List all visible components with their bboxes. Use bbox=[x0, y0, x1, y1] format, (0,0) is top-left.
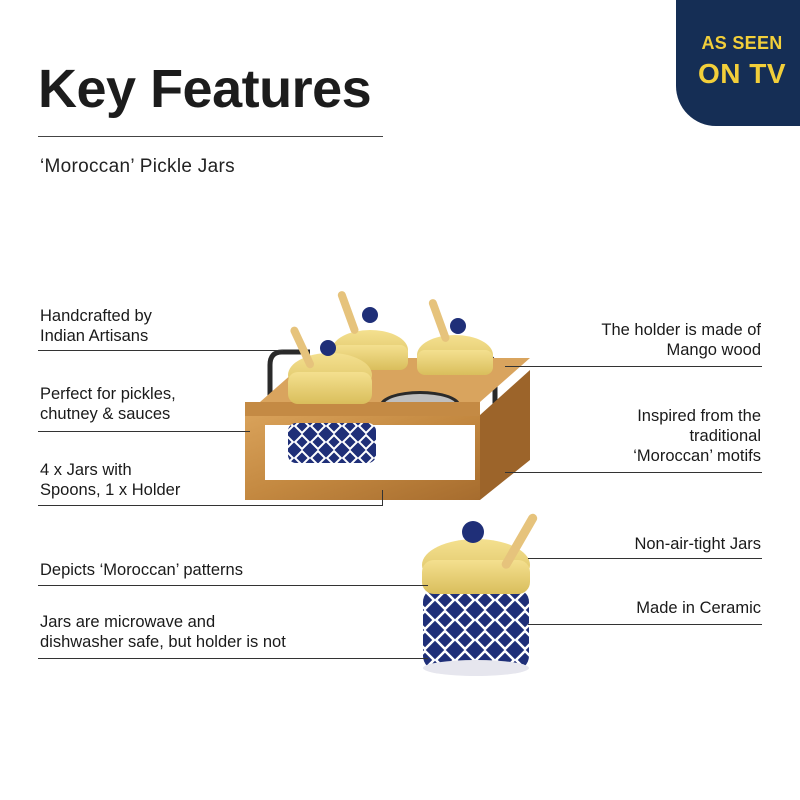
feature-ceramic: Made in Ceramic bbox=[636, 599, 761, 617]
feature-perfect-for: Perfect for pickles, chutney & sauces bbox=[40, 385, 176, 423]
callout-line bbox=[38, 431, 250, 432]
callout-line bbox=[505, 472, 762, 473]
jar-holder-set-image bbox=[230, 290, 540, 505]
feature-microwave-safe: Jars are microwave and dishwasher safe, but holder is not bbox=[40, 613, 286, 651]
callout-line bbox=[528, 558, 762, 559]
callout-line bbox=[38, 585, 428, 586]
callout-line bbox=[38, 350, 283, 351]
callout-line bbox=[38, 658, 428, 659]
page-subtitle: ‘Moroccan’ Pickle Jars bbox=[40, 156, 235, 177]
badge-line-2: ON TV bbox=[697, 58, 787, 89]
feature-moroccan-patterns: Depicts ‘Moroccan’ patterns bbox=[40, 561, 243, 579]
feature-non-air-tight: Non-air-tight Jars bbox=[634, 535, 761, 553]
callout-line bbox=[505, 366, 762, 367]
badge-line-1: AS SEEN bbox=[701, 33, 783, 53]
single-jar-image bbox=[415, 510, 550, 680]
callout-line bbox=[38, 505, 383, 506]
title-underline bbox=[38, 136, 383, 137]
feature-jars-count: 4 x Jars with Spoons, 1 x Holder bbox=[40, 461, 181, 499]
feature-moroccan-motifs: Inspired from the traditional ‘Moroccan’ motifs bbox=[633, 407, 761, 465]
callout-line bbox=[382, 490, 383, 506]
feature-handcrafted: Handcrafted by Indian Artisans bbox=[40, 307, 152, 345]
feature-mango-wood: The holder is made of Mango wood bbox=[601, 321, 761, 359]
page-title: Key Features bbox=[38, 59, 372, 119]
callout-line bbox=[528, 624, 762, 625]
